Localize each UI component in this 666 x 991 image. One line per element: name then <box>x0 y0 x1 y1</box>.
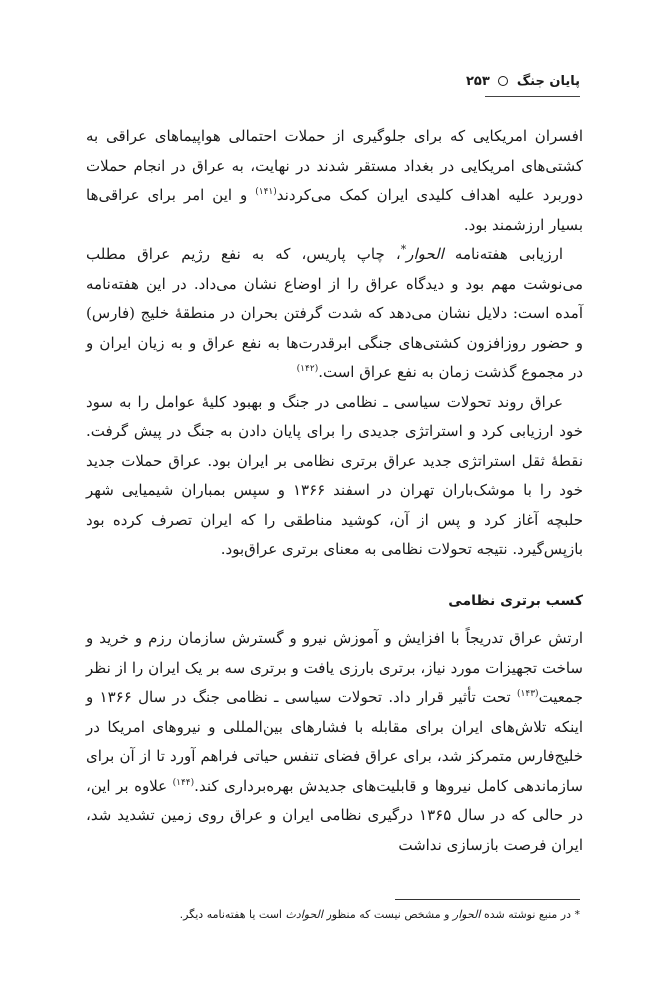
footnote-ref-142: (۱۴۲) <box>296 364 319 374</box>
paragraph-2: ارزیابی هفته‌نامه الحوار*، چاپ پاریس، که به نفع رژیم عراق مطلب می‌نوشت مهم بود و دیدگاه عراق را از اوضاع نشان می‌داد. در این هفته‌نامه آمده است: دلایل نشان می‌دهد که شدت گرفتن بحران در منطقهٔ خلیج (فارس) و حضور روزافزون کشتی‌های جنگی ابرقدرت‌ها به نفع عراق و به زیان ایران و در مجموع گذشت زمان به نفع عراق است.$^{(۱۴۲)}$ <box>86 243 583 381</box>
footnote-ref-143: (۱۴۳) <box>517 689 539 699</box>
journal-name: الحوار <box>406 245 444 263</box>
footnote-star: * <box>400 243 407 256</box>
footnote: * در منبع نوشته شده الحوار و مشخص نیست که منظور الحوادث است یا هفته‌نامه دیگر. <box>179 908 580 921</box>
page-number: ۲۵۳ <box>465 74 490 89</box>
footnote-ref-141: (۱۴۱) <box>255 187 277 197</box>
paragraph-4: ارتش عراق تدریجاً با افزایش و آموزش نیرو و گسترش سازمان رزم و خرید و ساخت تجهیزات مورد نیاز، برتری بارزی یافت و برتری سه بر یک ایران را از نظر جمعیت$^{(۱۴۳)}$ تحت تأثیر قرار داد. تحولات سیاسی ـ نظامی جنگ در سال ۱۳۶۶ و اینکه تلاش‌های ایران برای مقابله با فشارهای بین‌المللی و نیروهای امریکا در خلیج‌فارس متمرکز شد، برای عراق فضای تنفس حیاتی فراهم آورد تا از آن برای سازماندهی کامل نیروها و قابلیت‌های جدیدش بهره‌برداری کند.$^{(۱۴۴)}$ علاوه بر این، در حالی که در سال ۱۳۶۵ درگیری نظامی ایران و عراق روی زمین تشدید شد، ایران فرصت بازسازی نداشت <box>86 629 583 854</box>
section-heading: کسب برتری نظامی <box>448 592 583 609</box>
body-text <box>86 122 583 860</box>
footnote-ref-144: (۱۴۴) <box>172 777 195 788</box>
circle-ornament-icon <box>498 76 508 86</box>
footnote-rule <box>395 899 580 900</box>
paragraph-3: عراق روند تحولات سیاسی ـ نظامی در جنگ و بهبود کلیهٔ عوامل را به سود خود ارزیابی کرد و استراتژی جدیدی را برای پایان دادن به جنگ در پیش گرفت. نقطهٔ ثقل استراتژی جدید عراق برتری نظامی بر ایران بود. عراق حملات جدید خود را با موشک‌باران تهران در اسفند ۱۳۶۶ و سپس بمباران شیمیایی شهر حلبچه آغاز کرد و پس از آن، کوشید مناطقی را که ایران تصرف کرده بود بازپس‌گیرد. نتیجه تحولات نظامی به معنای برتری عراق‌بود. <box>86 392 583 558</box>
running-head-title: پایان جنگ <box>516 74 580 89</box>
paragraph-1: افسران امریکایی که برای جلوگیری از حملات احتمالی هواپیماهای عراقی به کشتی‌های امریکایی در بغداد مستقر شدند در نهایت، به عراق در انجام حملات دوربرد علیه اهداف کلیدی ایران کمک می‌کردند$^{(۱۴۱)}$ و این امر برای عراقی‌ها بسیار ارزشمند بود. <box>86 127 583 234</box>
running-head <box>466 74 580 89</box>
header-rule <box>485 96 580 97</box>
